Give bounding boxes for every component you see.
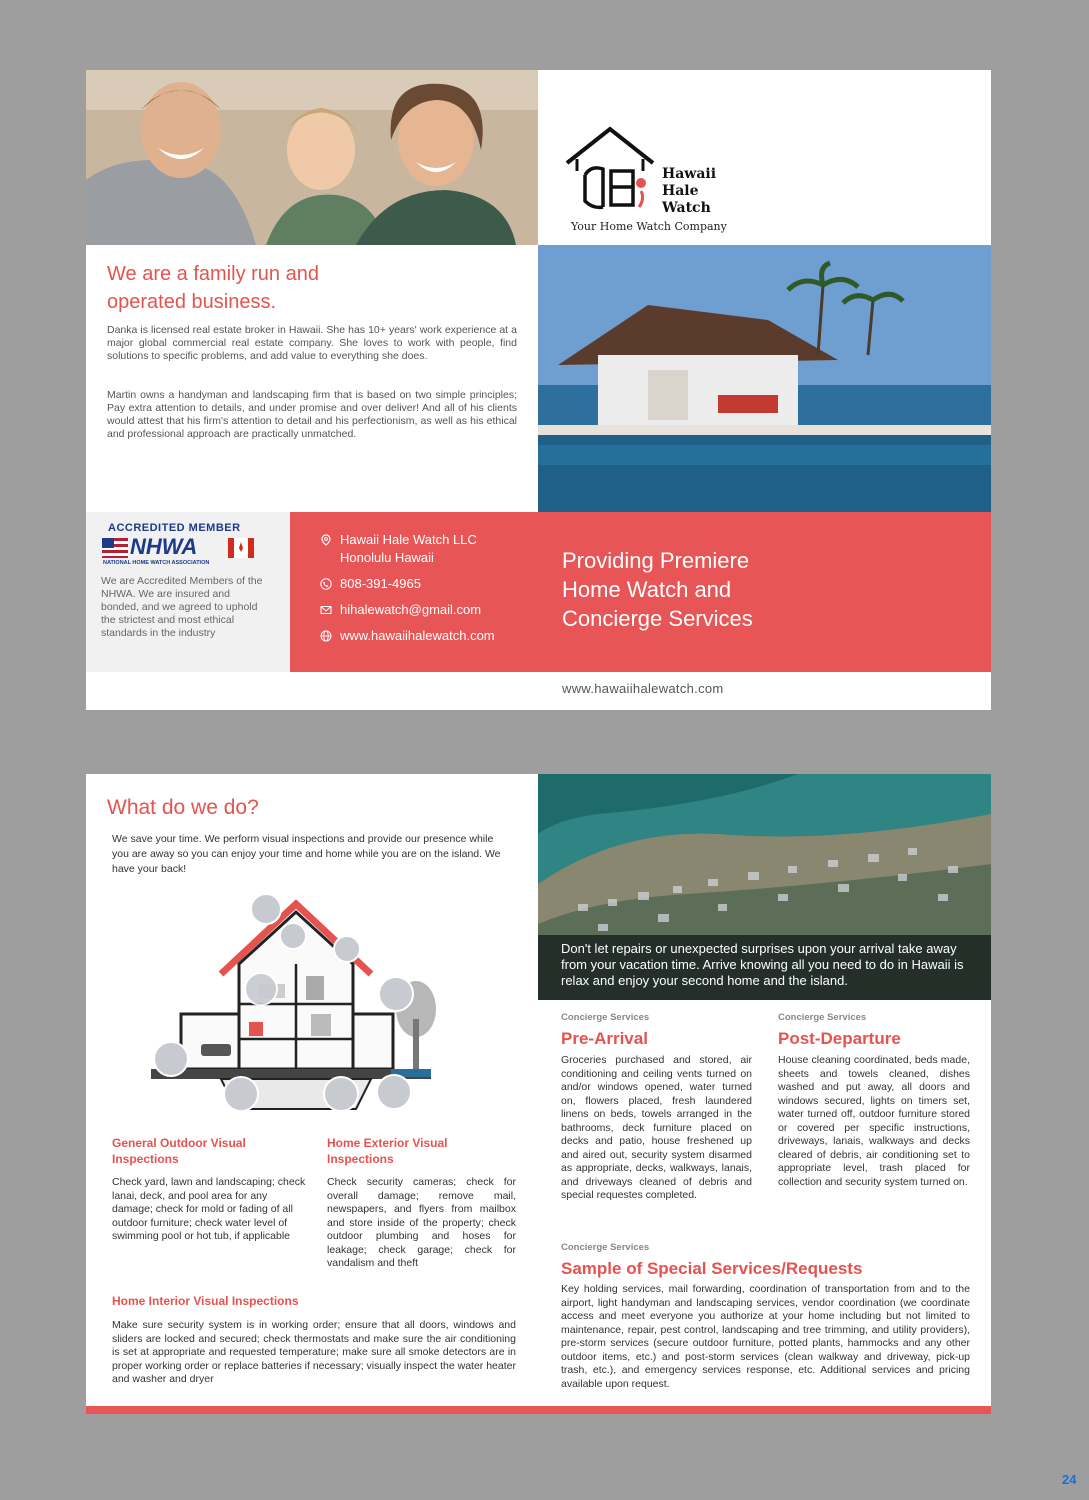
danka-bio: Danka is licensed real estate broker in Hawaii. She has 10+ years' work experience at a major global commercial real estate company. She loves to work with people, find solutions to specific problems, and add value to everything she does. xyxy=(107,324,517,362)
tagline-line-1: Providing Premiere xyxy=(562,548,750,573)
headline-line-1: We are a family run and xyxy=(107,263,319,285)
aerial-caption-text: Don't let repairs or unexpected surprises upon your arrival take away from your vacation time. Arrive knowing all you need to do in Hawaii is relax and enjoy your second home and the island. xyxy=(561,941,964,988)
family-photo-illustration xyxy=(86,70,538,245)
footer-accent-bar xyxy=(86,1406,991,1414)
what-we-do-headline: What do we do? xyxy=(107,796,259,819)
house-cutaway-illustration xyxy=(141,894,441,1114)
nhwa-full-name: NATIONAL HOME WATCH ASSOCIATION xyxy=(103,560,210,566)
tagline-line-2: Home Watch and xyxy=(562,577,732,602)
tagline-line-3: Concierge Services xyxy=(562,606,753,631)
post-departure-label: Concierge Services xyxy=(778,1012,867,1023)
pre-arrival-body: Groceries purchased and stored, air conditioning and ceiling vents turned on and/or windows opened, water turned on, flowers placed, fresh laundered linens on beds, towels arranged in the bathrooms, deck furniture placed on decks and patio, house freshened up and aired out, security system disarmed as appropriate, decks, walkways, lanais, and driveways cleaned of debris and special requestes completed. xyxy=(561,1054,752,1201)
special-services-label: Concierge Services xyxy=(561,1242,650,1253)
footer-website[interactable]: www.hawaiihalewatch.com xyxy=(562,681,724,696)
services-tagline xyxy=(562,546,862,633)
post-departure-body: House cleaning coordinated, beds made, sheets and towels cleaned, dishes washed and put away, all doors and windows secured, lights on timers set, water turned off, outdoor furniture stored or covered per specific instructions, driveways, lanais, walkways and decks cleared of debris, air conditioning set to appropriate level, trash placed for collection and security system turned on. xyxy=(778,1054,970,1188)
aerial-coast-photo xyxy=(538,774,991,1000)
nhwa-description: We are Accredited Members of the NHWA. We are insured and bonded, and we agreed to uphold the strictest and most ethical standards in the industry xyxy=(101,575,263,639)
special-services-body: Key holding services, mail forwarding, coordination of transportation from and to the airport, light handyman and landscaping services, vendor coordination (we coordinate access and meet everyone you authorize at your home including but not limited to maintenance, repair, pest control, landscaping and tree trimming, and utility providers), pre-storm services (secure outdoor furniture, potted plants, hammocks and any other outdoor items, etc.) and post-storm services (clean walkway and driveway, pick-up trash, etc.), and emergency services response, etc. Additional services and pricing available upon request. xyxy=(561,1283,970,1390)
villa-illustration xyxy=(538,245,991,512)
page-number: 24 xyxy=(1062,1472,1077,1487)
special-services-title: Sample of Special Services/Requests xyxy=(561,1259,863,1278)
brochure-page-inside xyxy=(86,774,991,1414)
contact-city: Honolulu Hawaii xyxy=(340,550,434,565)
logo-word-3: Watch xyxy=(662,200,711,216)
pre-arrival-title: Pre-Arrival xyxy=(561,1029,648,1048)
outdoor-inspections-body: Check yard, lawn and landscaping; check lanai, deck, and pool area for any damage; check for mold or fading of all outdoor furniture; check water level of swimming pool or hot tub, if applicable xyxy=(112,1176,306,1242)
brochure-page-front xyxy=(86,70,991,710)
post-departure-title: Post-Departure xyxy=(778,1029,901,1048)
phone-icon xyxy=(320,578,332,590)
exterior-inspections-body: Check security cameras; check for overall damage; remove mail, newspapers, and flyers from mailbox and store inside of the property; check outdoor plumbing and hoses for leakage; check garage; check for vandalism and theft xyxy=(327,1176,516,1269)
nhwa-wordmark: NHWA xyxy=(130,534,198,559)
company-logo xyxy=(538,70,991,245)
house-logo-icon xyxy=(563,125,658,215)
headline-line-2: operated business. xyxy=(107,291,277,313)
interior-inspections-body: Make sure security system is in working order; ensure that all doors, windows and sliders are locked and secured; check thermostats and make sure the air conditioning is set at appropriate and requested temperature; make sure all smoke detectors are in proper working order or replace batteries if necessary; visually inspect the water heater and washer and dryer xyxy=(112,1319,516,1385)
villa-pool-photo xyxy=(538,245,991,512)
exterior-inspections-title: Home Exterior Visual Inspections xyxy=(327,1136,448,1166)
location-pin-icon xyxy=(320,534,332,546)
logo-tagline: Your Home Watch Company xyxy=(571,220,727,233)
family-photo xyxy=(86,70,538,245)
contact-panel xyxy=(290,512,991,672)
contact-website[interactable]: www.hawaiihalewatch.com xyxy=(340,628,495,643)
outdoor-inspections-title: General Outdoor Visual Inspections xyxy=(112,1136,246,1166)
pre-arrival-label: Concierge Services xyxy=(561,1012,650,1023)
nhwa-membership-panel xyxy=(86,512,290,672)
what-we-do-intro: We save your time. We perform visual inspections and provide our presence while you are away so you can enjoy your time and home while you are on the island. We have your back! xyxy=(112,833,501,875)
interior-inspections-title: Home Interior Visual Inspections xyxy=(112,1294,299,1308)
contact-phone[interactable]: 808-391-4965 xyxy=(340,576,421,591)
contact-company: Hawaii Hale Watch LLC xyxy=(340,532,477,547)
nhwa-accredited-label: ACCREDITED MEMBER xyxy=(108,522,241,534)
family-business-headline xyxy=(107,260,527,316)
logo-word-1: Hawaii xyxy=(662,166,717,182)
logo-word-2: Hale xyxy=(662,183,699,199)
globe-icon xyxy=(320,630,332,642)
martin-bio: Martin owns a handyman and landscaping firm that is based on two simple principles; Pay extra attention to details, and under promise and over deliver! And all of his clients would attest that his firm's attention to detail and his perfectionism, as well as his ethical and professional approach are practically unmatched. xyxy=(107,389,517,440)
contact-email[interactable]: hihalewatch@gmail.com xyxy=(340,602,482,617)
aerial-caption-band xyxy=(538,935,991,1000)
email-icon xyxy=(320,604,332,616)
